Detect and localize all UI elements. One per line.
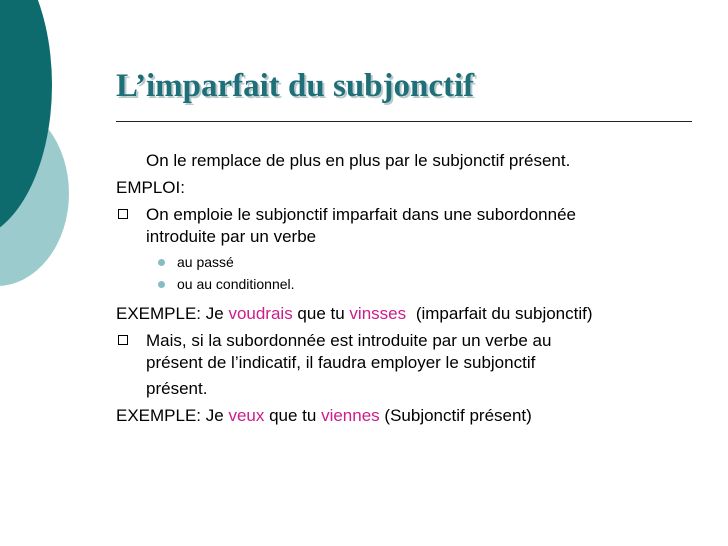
example-sentence-1: [116, 303, 706, 325]
square-bullet-icon: [118, 209, 128, 219]
sub-bullet-list: [116, 251, 706, 295]
emploi-label: EMPLOI:: [116, 178, 185, 197]
highlighted-verb: voudrais: [228, 304, 293, 323]
slide-body: [116, 150, 706, 427]
example-middle: que tu: [292, 304, 350, 323]
sub-bullet-label: au passé: [177, 254, 234, 270]
example-prefix: EXEMPLE: Je: [116, 304, 229, 323]
example-suffix: (imparfait du subjonctif): [411, 304, 593, 323]
square-bullet-icon: [118, 335, 128, 345]
sub-bullet-item: [116, 251, 706, 273]
bullet-line: On emploie le subjonctif imparfait dans une subordonnée: [146, 205, 576, 224]
sub-bullet-item: [116, 273, 706, 295]
bullet-item-emploi: [116, 204, 706, 248]
title-divider: [116, 121, 692, 122]
highlighted-verb: viennes: [321, 406, 380, 425]
bullet-line: présent de l’indicatif, il faudra employer le subjonctif: [146, 353, 536, 372]
slide-title: L’imparfait du subjonctif: [116, 68, 475, 104]
bullet-line: présent.: [146, 379, 208, 398]
round-bullet-icon: [158, 259, 165, 266]
example-prefix: EXEMPLE: Je: [116, 406, 229, 425]
highlighted-verb: veux: [228, 406, 265, 425]
example-sentence-2: [116, 405, 706, 427]
example-suffix: (Subjonctif présent): [379, 406, 532, 425]
example-middle: que tu: [264, 406, 322, 425]
bullet-line: introduite par un verbe: [146, 227, 317, 246]
highlighted-verb: vinsses: [349, 304, 407, 323]
round-bullet-icon: [158, 281, 165, 288]
bullet-item-mais: [116, 330, 706, 400]
intro-text: On le remplace de plus en plus par le subjonctif présent.: [146, 151, 571, 170]
sub-bullet-label: ou au conditionnel.: [177, 276, 295, 292]
bullet-line: Mais, si la subordonnée est introduite par un verbe au: [146, 331, 552, 350]
